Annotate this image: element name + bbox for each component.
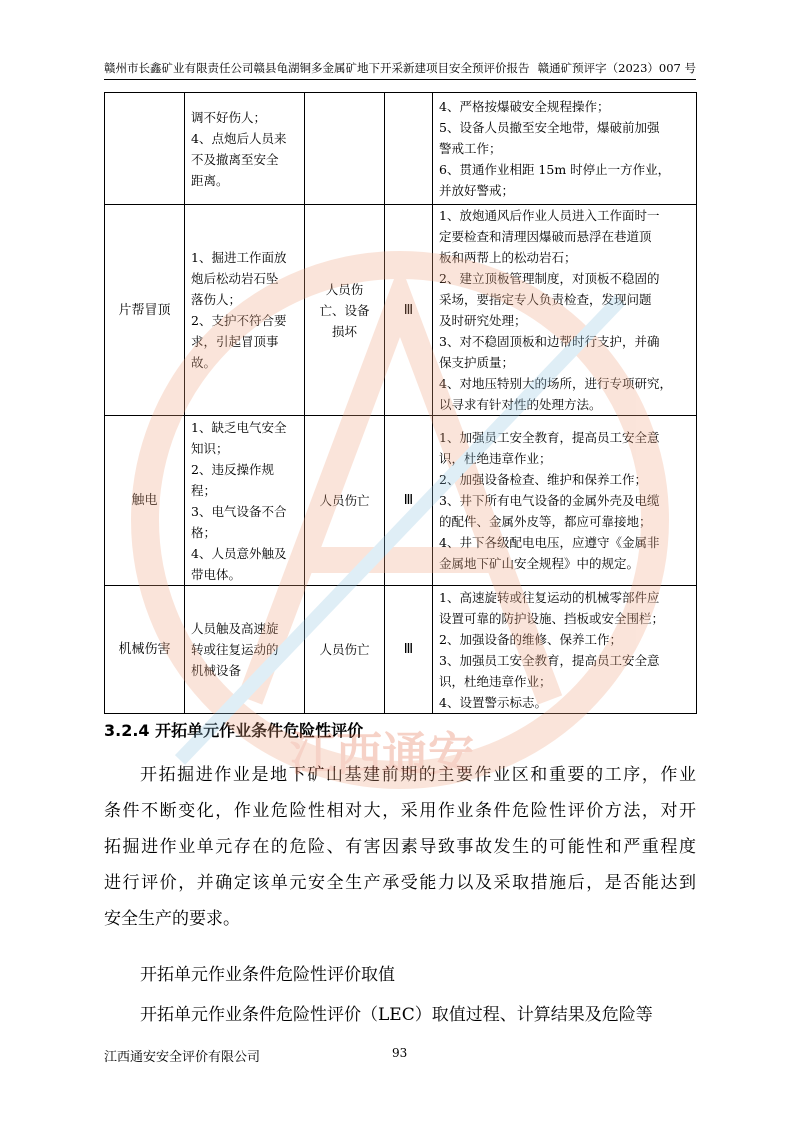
cell-measures-line: 2、建立顶板管理制度，对顶板不稳固的 bbox=[439, 271, 660, 286]
cell-measures-line: 3、井下所有电气设备的金属外壳及电缆 bbox=[439, 493, 660, 508]
cell-cause-line: 格； bbox=[191, 524, 217, 540]
cell-measures-line: 1、放炮通风后作业人员进入工作面时一 bbox=[439, 208, 660, 223]
page-header bbox=[104, 56, 696, 80]
cell-hazard bbox=[105, 93, 185, 205]
cell-cause-line: 转或往复运动的 bbox=[191, 642, 279, 657]
cell-level: Ⅲ bbox=[385, 205, 433, 416]
cell-cause bbox=[185, 205, 305, 416]
cell-measures-line: 2、加强设备的维修、保养工作； bbox=[439, 631, 622, 647]
paragraph-line: 条件不断变化，作业危险性相对大，采用作业条件危险性评价方法，对开 bbox=[104, 801, 696, 821]
cell-cause-line: 落伤人； bbox=[191, 292, 242, 307]
footer-company: 江西通安安全评价有限公司 bbox=[104, 1050, 261, 1065]
cell-level: Ⅲ bbox=[385, 416, 433, 586]
paragraph-line: 拓掘进作业单元存在的危险、有害因素导致事故发生的可能性和严重程度 bbox=[104, 837, 696, 857]
hazard-table bbox=[104, 92, 697, 714]
cell-cause-line: 炮后松动岩石坠 bbox=[191, 271, 279, 286]
table-row bbox=[105, 416, 697, 586]
cell-measures-line: 金属地下矿山安全规程》中的规定。 bbox=[439, 556, 640, 571]
cell-cause-line: 1、掘进工作面放 bbox=[191, 250, 287, 265]
cell-measures-line: 的配件、金属外皮等，都应可靠接地； bbox=[439, 514, 652, 529]
cell-measures-line: 3、对不稳固顶板和边帮时行支护，并确 bbox=[439, 334, 660, 349]
section-title: 3.2.4 开拓单元作业条件危险性评价 bbox=[104, 721, 364, 740]
cell-cause-line: 机械设备 bbox=[191, 663, 242, 678]
cell-cause-line: 知识； bbox=[191, 440, 229, 456]
cell-measures-line: 6、贯通作业相距 15m 时停止一方作业， bbox=[439, 162, 671, 177]
cell-cause bbox=[185, 416, 305, 586]
cell-hazard: 触电 bbox=[105, 416, 185, 586]
cell-measures-line: 5、设备人员撤至安全地带，爆破前加强 bbox=[439, 120, 660, 135]
cell-measures-line: 及时研究处理； bbox=[439, 313, 527, 328]
table-row bbox=[105, 93, 697, 205]
cell-cause bbox=[185, 93, 305, 205]
cell-consequence-line: 损坏 bbox=[331, 323, 357, 339]
cell-cause-line: 人员触及高速旋 bbox=[191, 621, 279, 636]
cell-consequence-line: 亡、设备 bbox=[319, 302, 370, 318]
cell-hazard: 机械伤害 bbox=[105, 586, 185, 714]
cell-measures-line: 定要检查和清理因爆破而悬浮在巷道顶 bbox=[439, 229, 652, 244]
cell-consequence bbox=[305, 205, 385, 416]
cell-hazard: 片帮冒顶 bbox=[105, 205, 185, 416]
cell-cause-line: 4、点炮后人员来 bbox=[191, 130, 287, 146]
cell-cause-line: 2、支护不符合要 bbox=[191, 313, 287, 328]
cell-measures-line: 保支护质量； bbox=[439, 355, 515, 370]
cell-measures-line: 2、加强设备检查、维护和保养工作； bbox=[439, 472, 647, 487]
cell-measures-line: 1、高速旋转或往复运动的机械零部件应 bbox=[439, 589, 660, 605]
cell-consequence bbox=[305, 586, 385, 714]
cell-measures bbox=[433, 586, 697, 714]
cell-consequence-line: 人员伤亡 bbox=[319, 642, 370, 657]
paragraph-intro bbox=[104, 757, 696, 937]
cell-cause-line: 3、电气设备不合 bbox=[191, 503, 287, 519]
cell-cause-line: 1、缺乏电气安全 bbox=[191, 419, 287, 435]
paragraph-line: 进行评价，并确定该单元安全生产承受能力以及采取措施后，是否能达到 bbox=[104, 873, 696, 893]
cell-measures-line: 4、对地压特别大的场所，进行专项研究， bbox=[439, 376, 672, 391]
paragraph-line: 安全生产的要求。 bbox=[104, 909, 240, 929]
page-number: 93 bbox=[392, 1046, 408, 1060]
cell-cause bbox=[185, 586, 305, 714]
table-row bbox=[105, 205, 697, 416]
cell-cause-line: 带电体。 bbox=[191, 566, 242, 582]
cell-measures-line: 板和两帮上的松动岩石； bbox=[439, 250, 577, 265]
cell-measures-line: 采场，要指定专人负责检查，发现问题 bbox=[439, 292, 652, 307]
cell-cause-line: 求，引起冒顶事 bbox=[191, 334, 279, 349]
cell-measures bbox=[433, 416, 697, 586]
cell-measures-line: 4、设置警示标志。 bbox=[439, 694, 547, 710]
cell-measures-line: 1、加强员工安全教育，提高员工安全意 bbox=[439, 430, 660, 445]
cell-level: Ⅲ bbox=[385, 586, 433, 714]
cell-measures-line: 设置可靠的防护设施、挡板或安全围栏； bbox=[439, 610, 665, 626]
cell-measures bbox=[433, 205, 697, 416]
cell-consequence-line: 人员伤 bbox=[325, 281, 364, 297]
cell-cause-line: 不及撤离至安全 bbox=[191, 151, 279, 167]
header-report-number: 赣通矿预评字（2023）007 号 bbox=[537, 61, 696, 75]
cell-measures-line: 并放好警戒； bbox=[439, 183, 515, 198]
cell-cause-line: 调不好伤人； bbox=[191, 109, 267, 125]
cell-consequence-line: 人员伤亡 bbox=[319, 493, 370, 508]
cell-consequence bbox=[305, 416, 385, 586]
cell-cause-line: 程； bbox=[191, 482, 217, 498]
watermark-short-text: 江西通安 bbox=[290, 727, 474, 781]
cell-measures-line: 以寻求有针对性的处理方法。 bbox=[439, 397, 602, 412]
cell-cause-line: 距离。 bbox=[191, 172, 229, 188]
paragraph-lec: 开拓单元作业条件危险性评价（LEC）取值过程、计算结果及危险等 bbox=[140, 1005, 653, 1025]
cell-measures-line: 识，杜绝违章作业； bbox=[439, 673, 552, 689]
header-report-title: 赣州市长鑫矿业有限责任公司赣县龟湖铜多金属矿地下开采新建项目安全预评价报告 bbox=[104, 61, 530, 75]
cell-measures-line: 4、严格按爆破安全规程操作； bbox=[439, 99, 610, 114]
cell-measures-line: 识，杜绝违章作业； bbox=[439, 451, 552, 466]
cell-cause-line: 故。 bbox=[191, 355, 217, 370]
cell-level bbox=[385, 93, 433, 205]
cell-cause-line: 4、人员意外触及 bbox=[191, 545, 287, 561]
table-row bbox=[105, 586, 697, 714]
cell-cause-line: 2、违反操作规 bbox=[191, 461, 274, 477]
cell-consequence bbox=[305, 93, 385, 205]
cell-measures bbox=[433, 93, 697, 205]
paragraph-line: 开拓掘进作业是地下矿山基建前期的主要作业区和重要的工序，作业 bbox=[140, 765, 696, 785]
paragraph-subtitle: 开拓单元作业条件危险性评价取值 bbox=[140, 965, 395, 985]
cell-measures-line: 4、井下各级配电电压，应遵守《金属非 bbox=[439, 535, 660, 550]
cell-measures-line: 3、加强员工安全教育，提高员工安全意 bbox=[439, 652, 660, 668]
cell-measures-line: 警戒工作； bbox=[439, 141, 502, 156]
